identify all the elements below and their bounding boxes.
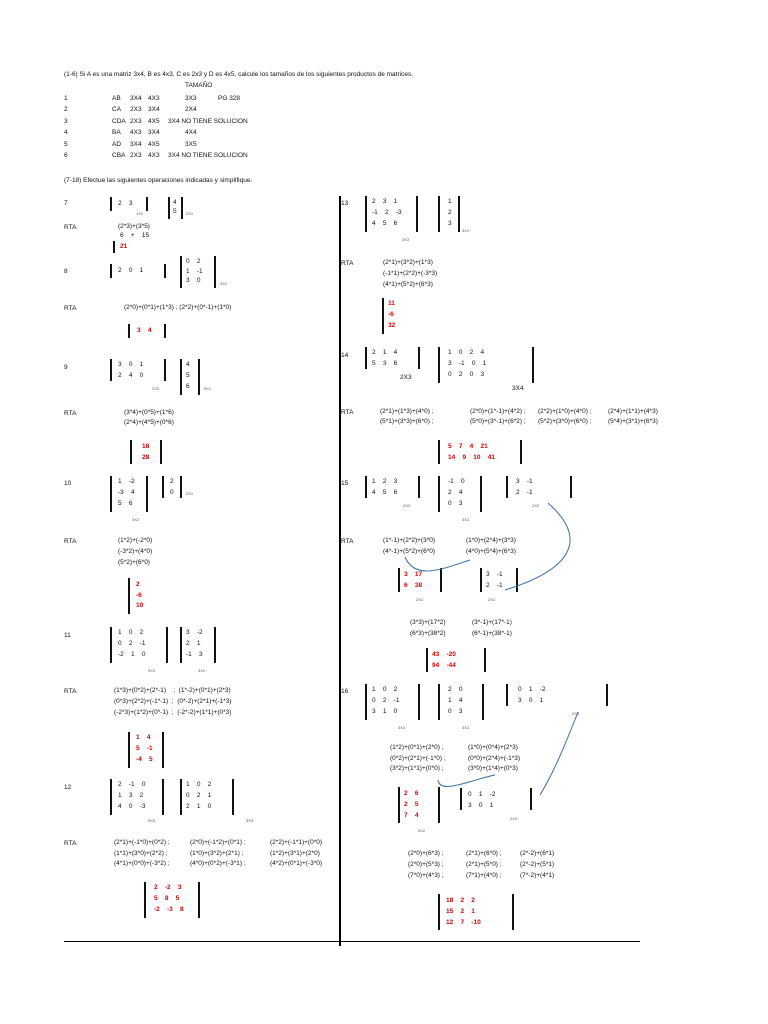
work-line: (2*-2)+(6*1) <box>520 850 555 857</box>
intermediate: 6 38 <box>404 582 423 589</box>
matrix-c: 0 1 -2 <box>468 791 496 798</box>
work-line: (2*4)+(4*5)+(0*6) <box>124 419 174 426</box>
work-line: (1*0)+(3*2)+(2*1) ; <box>190 849 244 857</box>
answer: 5 7 4 21 <box>448 443 488 450</box>
work-line: (4*0)+(5*4)+(6*3) <box>466 548 516 555</box>
matrix-b: 5 <box>186 372 190 379</box>
answer: -2 -3 8 <box>154 906 184 913</box>
matrix-c: 3 0 1 <box>518 697 544 704</box>
work-line: (0*3)+(2*2)+(-1*-1) ; (0*-2)+(2*1)+(-1*3) <box>114 698 232 705</box>
matrix-b: 1 0 2 <box>186 781 212 788</box>
problem-number: 11 <box>64 632 71 639</box>
matrix-a: 5 3 6 <box>372 360 398 367</box>
matrix-c: 2 -1 <box>486 582 503 589</box>
answer: 2 -2 3 <box>154 884 182 891</box>
matrix-b: 1 <box>448 198 452 205</box>
rta-label: RTA <box>341 538 354 545</box>
answer: 43 -20 <box>432 651 456 658</box>
arrow-15b <box>505 503 570 590</box>
size-label: 3X2 <box>418 828 426 833</box>
matrix-b: 4 <box>186 361 190 368</box>
size-label: 2X3 <box>510 816 518 821</box>
row-product: AD <box>112 140 122 148</box>
matrix-c: 3 -1 <box>486 571 503 578</box>
answer: 14 9 10 41 <box>448 454 495 461</box>
problem-number: 15 <box>341 480 349 487</box>
size-label: 2X2 <box>488 597 496 602</box>
answer: 2 <box>136 581 140 588</box>
work-line: (1*2)+(3*1)+(2*0) <box>270 849 320 857</box>
matrix-a: 4 5 6 <box>372 489 398 496</box>
rta-label: RTA <box>64 305 77 312</box>
tamano-header: TAMAÑO <box>185 82 213 89</box>
rta-label: RTA <box>64 224 77 231</box>
size-label: 1X2 <box>136 211 144 216</box>
work-line: (2*2)+(1*0)+(4*0) ; <box>538 408 592 415</box>
work-line: (4*-1)+(5*2)+(6*0) <box>383 548 436 555</box>
work-line: (2*1)+(5*0) ; <box>466 861 502 868</box>
work-line: (6*3)+(38*2) <box>410 630 446 637</box>
matrix-b: 2 0 <box>448 686 463 693</box>
matrix-a: 4 0 -3 <box>118 803 146 810</box>
matrix-b: 1 4 <box>448 697 463 704</box>
answer: -6 <box>388 311 394 318</box>
matrix-b: 0 3 <box>448 708 463 715</box>
arrow-16a <box>438 775 495 786</box>
row-number: 1 <box>64 95 68 102</box>
work-line: (3*3)+(17*2) <box>410 619 446 626</box>
answer: 18 2 2 <box>446 897 475 904</box>
intermediate: 2 5 <box>404 801 419 808</box>
matrix-a: 1 3 2 <box>118 792 144 799</box>
matrix-a: 0 2 -1 <box>372 697 400 704</box>
size-label: 3X3 <box>148 668 156 673</box>
row-number: 2 <box>64 106 68 114</box>
intermediate: 7 4 <box>404 812 419 819</box>
work-line: (1*0)+(0*4)+(2*3) <box>468 744 518 751</box>
answer: 3 4 <box>137 327 152 334</box>
matrix-a: -2 1 0 <box>118 651 146 658</box>
row-note: PG 328 <box>218 95 241 102</box>
work-line: (2*0)+(0*1)+(1*3) ; (2*2)+(0*-1)+(1*0) <box>124 304 232 311</box>
matrix-b: 2 4 <box>448 489 463 496</box>
work-line: (2*-2)+(5*1) <box>520 861 555 868</box>
answer: 32 <box>388 322 396 329</box>
work-line: (0*0)+(2*4)+(-1*3) <box>468 754 521 762</box>
size-label: 2X3 <box>572 711 580 716</box>
size-label: 3X2 <box>132 517 140 522</box>
matrix-a: 1 0 2 <box>118 629 144 636</box>
work-line: (1*3)+(0*2)+(2*-1) ; (1*-2)+(0*1)+(2*3) <box>114 687 231 694</box>
work-line: (5*2)+(3*0)+(6*0) ; <box>538 418 592 425</box>
matrix-b: 2 <box>448 209 452 216</box>
work-line: 6 + 15 <box>120 232 150 239</box>
section2-title: (7-18) Efectue las siguientes operaciones indicadas y simplifique. <box>64 177 253 184</box>
matrix-a: 2 0 1 <box>118 267 144 274</box>
row-product: BA <box>112 129 121 137</box>
arrow-16b <box>540 712 578 795</box>
row-number: 6 <box>64 152 68 159</box>
answer: 28 <box>142 454 150 461</box>
size-label: 3X1 <box>204 386 212 391</box>
work-line: (2*1)+(1*3)+(4*0) ; <box>380 408 434 415</box>
work-line: (2*0)+(-1*2)+(0*1) ; <box>190 839 246 846</box>
size-label: 3X2 <box>198 668 206 673</box>
matrix-b: 0 3 <box>448 500 463 507</box>
matrix-a: 2 3 <box>118 200 133 207</box>
matrix-a: 5 6 <box>118 500 133 507</box>
matrix-b: 0 <box>170 489 174 496</box>
problem-number: 7 <box>64 200 68 207</box>
row-result: 2X4 <box>185 106 197 114</box>
answer: 10 <box>136 602 144 609</box>
work-line: (3*-1)+(17*-1) <box>472 619 512 626</box>
work-line: (0*2)+(2*1)+(-1*0) ; <box>390 754 446 762</box>
rta-label: RTA <box>64 410 77 417</box>
row-size-a: 2X3 <box>130 152 142 159</box>
work-line: (3*2)+(1*1)+(0*0) ; <box>390 765 444 772</box>
problem-number: 12 <box>64 784 72 791</box>
problem-number: 9 <box>64 364 68 371</box>
intermediate: 2 6 <box>404 790 419 797</box>
matrix-b: 2 <box>170 478 174 485</box>
size-label: 2X2 <box>416 597 424 602</box>
problem-number: 8 <box>64 268 68 275</box>
row-number: 4 <box>64 129 68 137</box>
work-line: (1*1)+(3*0)+(2*2) ; <box>114 849 168 857</box>
rta-label: RTA <box>341 409 354 416</box>
matrix-b: 3 <box>448 220 452 227</box>
work-line: (2*0)+(5*3) ; <box>408 861 444 868</box>
matrix-a: 3 1 0 <box>372 708 398 715</box>
problem-number: 14 <box>341 352 349 359</box>
row-result: 3X4 NO TIENE SOLUCION <box>168 117 248 125</box>
work-line: (2*2)+(-1*1)+(0*0) <box>270 839 323 846</box>
matrix-a: 3 0 1 <box>118 361 144 368</box>
answer: 11 <box>388 300 395 307</box>
row-size-b: 4X5 <box>148 117 160 125</box>
matrix-a: 2 3 1 <box>372 198 398 205</box>
row-size-b: 3X4 <box>148 106 160 114</box>
work-line: (-1*1)+(2*2)+(-3*3) <box>383 270 438 277</box>
work-line: (2*4)+(1*1)+(4*3) <box>608 408 658 415</box>
answer: 18 <box>142 443 150 450</box>
size-label: 3X1 <box>462 228 470 233</box>
row-result: 3X3 <box>185 95 197 102</box>
size-label: 3X3 <box>148 818 156 823</box>
answer: 5 8 5 <box>154 895 180 902</box>
work-line: (2*0)+(1*-1)+(4*2) ; <box>470 408 526 415</box>
row-size-a: 4X3 <box>130 129 142 137</box>
rta-label: RTA <box>64 840 77 847</box>
work-line: (5*1)+(3*3)+(6*0) ; <box>380 418 434 425</box>
answer: 21 <box>120 243 128 250</box>
matrix-b: 0 2 1 <box>186 792 212 799</box>
work-line: (1*0)+(2*4)+(3*3) <box>466 537 516 544</box>
row-result: 3X5 <box>185 140 197 148</box>
matrix-a: 2 4 0 <box>118 372 144 379</box>
matrix-b: 1 -1 <box>186 267 203 275</box>
size-label: 2X2 <box>532 503 540 508</box>
work-line: (4*1)+(0*0)+(-3*2) ; <box>114 860 170 867</box>
size-label: 2X1 <box>186 491 194 496</box>
matrix-b: 6 <box>186 383 190 390</box>
matrix-c: 3 -1 <box>516 478 533 485</box>
matrix-c: 0 1 -2 <box>518 686 546 693</box>
row-number: 5 <box>64 140 68 148</box>
work-line: (1*-1)+(2*2)+(3*0) <box>383 537 436 544</box>
work-line: (7*-2)+(4*1) <box>520 872 555 879</box>
row-size-a: 2X3 <box>130 106 142 114</box>
work-line: (7*0)+(4*3) ; <box>408 872 444 879</box>
problem-number: 13 <box>341 200 349 207</box>
size-label: 3X2 <box>220 281 228 286</box>
matrix-a: 1 -2 <box>118 478 135 485</box>
size-label: 3X2 <box>462 517 470 522</box>
matrix-b: 0 2 <box>186 258 201 265</box>
matrix-b: 2 1 0 <box>186 803 212 810</box>
row-number: 3 <box>64 117 68 125</box>
rta-label: RTA <box>64 538 77 545</box>
answer: -6 <box>136 591 142 599</box>
matrix-b: 4 <box>173 199 177 206</box>
work-line: (4*2)+(0*1)+(-3*0) <box>270 860 323 867</box>
size-label: 2X1 <box>186 211 194 216</box>
matrix-a: 4 5 6 <box>372 220 398 227</box>
row-size-a: 3X4 <box>130 140 142 148</box>
work-line: (6*-1)+(38*-1) <box>472 630 512 637</box>
matrix-b: 2 1 <box>186 640 201 647</box>
matrix-b: 3 0 <box>186 277 201 284</box>
work-line: (3*4)+(0*5)+(1*6) <box>124 409 174 416</box>
row-result: 4X4 <box>185 129 197 137</box>
matrix-a: 2 -1 0 <box>118 781 146 788</box>
answer: 94 -44 <box>432 662 456 669</box>
matrix-c: 2 -1 <box>516 489 533 496</box>
work-line: (5*0)+(3*-1)+(6*2) ; <box>470 418 526 425</box>
answer: 12 7 -10 <box>446 919 481 926</box>
work-line: (2*3)+(3*5) <box>118 223 150 230</box>
answer: 5 -1 <box>136 745 153 752</box>
size-label: 2X3 <box>152 386 160 391</box>
intro-title: (1-6) Si A es una matriz 3x4, B es 4x3, C es 2x3 y D es 4x5, calcule los tamaños de los siguientes productos de matrices. <box>64 71 414 78</box>
matrix-a: -1 2 -3 <box>372 209 402 216</box>
work-line: (1*2)+(0*1)+(2*0) ; <box>390 744 444 751</box>
size-label: 2X3 <box>400 374 412 381</box>
matrix-b: 1 0 2 4 <box>448 349 485 356</box>
matrix-a: 0 2 -1 <box>118 640 146 647</box>
matrix-a: 1 2 3 <box>372 478 398 485</box>
size-label: 3X4 <box>512 385 524 392</box>
arrow-15a <box>405 557 470 571</box>
row-size-b: 4X3 <box>148 95 160 102</box>
work-line: (2*1)+(-1*0)+(0*2) ; <box>114 839 170 846</box>
matrix-b: 3 -1 0 1 <box>448 360 487 367</box>
row-product: CBA <box>112 152 126 159</box>
size-label: 3X2 <box>462 725 470 730</box>
size-label: 2X3 <box>403 503 411 508</box>
matrix-a: -3 4 <box>118 489 135 496</box>
row-size-b: 3X4 <box>148 129 160 137</box>
work-line: (2*1)+(3*2)+(1*3) <box>383 259 433 266</box>
matrix-b: -1 3 <box>186 651 203 658</box>
work-line: (4*0)+(0*2)+(-3*1) ; <box>190 860 246 867</box>
matrix-b: 0 2 0 3 <box>448 371 485 378</box>
work-line: (-2*3)+(1*2)+(0*-1) ; (-2*-2)+(1*1)+(0*3) <box>114 709 232 716</box>
row-size-b: 4X3 <box>148 152 160 159</box>
answer: -4 5 <box>136 756 153 763</box>
rta-label: RTA <box>64 688 77 695</box>
work-line: (2*1)+(6*0) ; <box>466 850 502 857</box>
work-line: (2*0)+(6*3) ; <box>408 850 444 857</box>
work-line: (3*0)+(1*4)+(0*3) <box>468 765 518 772</box>
intermediate: 3 17 <box>404 571 423 578</box>
matrix-b: 3 -2 <box>186 629 203 636</box>
row-size-a: 3X4 <box>130 95 142 102</box>
work-line: (1*2)+(-2*0) <box>118 537 153 544</box>
row-size-b: 4X5 <box>148 140 160 148</box>
row-product: CDA <box>112 117 126 125</box>
row-result: 3X4 NO TIENE SOLUCION <box>168 152 248 159</box>
row-product: CA <box>112 106 122 114</box>
answer: 15 2 1 <box>446 908 475 915</box>
size-label: 3X3 <box>402 237 410 242</box>
row-product: AB <box>112 95 121 102</box>
answer: 1 4 <box>136 734 151 741</box>
work-line: (7*1)+(4*0) ; <box>466 872 502 879</box>
work-line: (-3*2)+(4*0) <box>118 548 153 555</box>
size-label: 3X3 <box>246 818 254 823</box>
problem-number: 10 <box>64 480 72 487</box>
work-line: (4*1)+(5*2)+(6*3) <box>383 281 433 288</box>
matrix-c: 3 0 1 <box>468 802 494 809</box>
work-line: (5*4)+(3*1)+(6*3) <box>608 418 658 425</box>
matrix-a: 2 1 4 <box>372 349 398 356</box>
matrix-a: 1 0 2 <box>372 686 398 693</box>
rta-label: RTA <box>341 260 354 267</box>
row-size-a: 2X3 <box>130 117 142 125</box>
work-line: (5*2)+(6*0) <box>118 559 150 566</box>
problem-number: 16 <box>341 688 349 695</box>
size-label: 3X3 <box>398 725 406 730</box>
matrix-b: 5 <box>173 208 177 215</box>
matrix-b: -1 0 <box>448 478 465 485</box>
